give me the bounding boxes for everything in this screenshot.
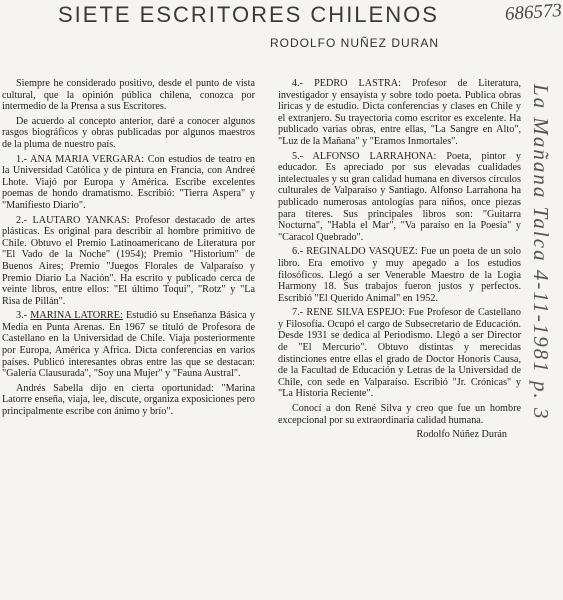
writer-entry-6: 6.- REGINALDO VASQUEZ: Fue un poeta de un solo libro. Era emotivo y muy apegado a los estudios filosóficos. Llegó a ser Venerable Maestro de la Logia Harmony 18. Sus trabajos fueron justos y perfectos. Escribió "El Querido Animal" en 1952. [278, 246, 521, 304]
right-column [278, 78, 521, 444]
writer-entry-3 [2, 310, 255, 380]
writer-entry-1: 1.- ANA MARIA VERGARA: Con estudios de teatro en la Universidad Católica y de pintura en Francia, con Andreé Lhote. Viajó por Europa y América. Escribe excelentes poemas de hondo dramatismo. Escribió: "Tierra Aspera" y "Manifiesto Diario". [2, 153, 255, 211]
writer-entry-5: 5.- ALFONSO LARRAHONA: Poeta, pintor y educador. Es apreciado por sus elevadas cualidades intelectuales y su gran calidad humana en diversos círculos culturales de Valparaíso y Santiago. Alfonso Larrahona ha publicado numerosas antologías para niños, once piezas para títeres. Sus principales libros son: "Guitarra Nocturna", "Habla el Mar", "Va paraíso en la Poesía" y "Caracol Quebrado". [278, 150, 521, 243]
archive-code-handwritten: 686573 [504, 0, 563, 25]
paragraph-sabella-quote: Andrés Sabella dijo en cierta oportunidad: "Marina Latorre enseña, viaja, lee, discute, organiza exposiciones pero principalmente escribe con ánimo y brío". [2, 382, 255, 418]
paragraph-closing: Conocí a don René Silva y creo que fue un hombre excepcional por su extraordinaria calidad humana. [278, 403, 521, 426]
writer-entry-4: 4.- PEDRO LASTRA: Profesor de Literatura, investigador y ensayista y sobre todo poeta. Publica obras líricas y de estudio. Dicta conferencias y clases en Chile y el extranjero. Su trayectoria como escritor es excelente. Ha publicado varias obras, entre ellas, "La Sangre en Alto", "Luz de la Mañana" y "Eramos Inmortales". [278, 78, 521, 147]
paragraph-intro-2: De acuerdo al concepto anterior, daré a conocer algunos rasgos biográficos y obras publicadas por algunos maestros de la pluma de nuestro país. [2, 115, 255, 150]
handwritten-source-note: La Mañana Talca 4-11-1981 p. 3 [529, 84, 553, 421]
writer-entry-7: 7.- RENE SILVA ESPEJO: Fue Profesor de Castellano y Filosofía. Ocupó el cargo de Subsecretario de Educación. Desde 1931 se dedica al Periodismo. Llegó a ser Director de "El Mercurio". Obtuvo distintas y merecidas distinciones entre ellas el grado de Doctor Honoris Causa, de la Facultad de Educación y Letras de la Universidad de Chile, con sede en Valparaíso. Escribió "Jr. Crónicas" y "La Historia Reciente". [278, 307, 521, 400]
writer-entry-2: 2.- LAUTARO YANKAS: Profesor destacado de artes plásticas. Es original para describir al hombre primitivo de Chile. Obtuvo el Premio Latinoamericano de Literatura por "El Vado de la Noche" (1954); Premio "Historium" de Buenos Aires; Premio "Juegos Florales de Valparaíso y Premio Diario La Nación". Ha escrito y publicado cerca de veinte libros, entre ellos: "El último Toqui", "Rotz" y "La Risa de Pillán". [2, 214, 255, 307]
entry-text: Estudió su Enseñanza Básica y Media en Punta Arenas. En 1967 se tituló de Profesora de Castellano en la Universidad de Chile. Viaja posteriormente por Europa, América y Africa. Dicta conferencias en varios países. Publicó interesantes obras entre las que se destacan: "Galería Clausurada", "Soy una Mujer" y "Fauna Austral". [2, 310, 256, 380]
author-signature: Rodolfo Núñez Durán [416, 429, 507, 441]
author-byline: RODOLFO NUÑEZ DURAN [270, 36, 440, 50]
entry-number: 3.- [16, 310, 28, 322]
article-title: SIETE ESCRITORES CHILENOS [58, 2, 439, 27]
left-column [2, 78, 255, 421]
paragraph-intro: Siempre he considerado positivo, desde el punto de vista cultural, que la opinión pública chilena, conozca por intermedio de la Prensa a sus Escritores. [2, 78, 255, 113]
writer-name-underlined: MARINA LATORRE: [30, 310, 123, 322]
